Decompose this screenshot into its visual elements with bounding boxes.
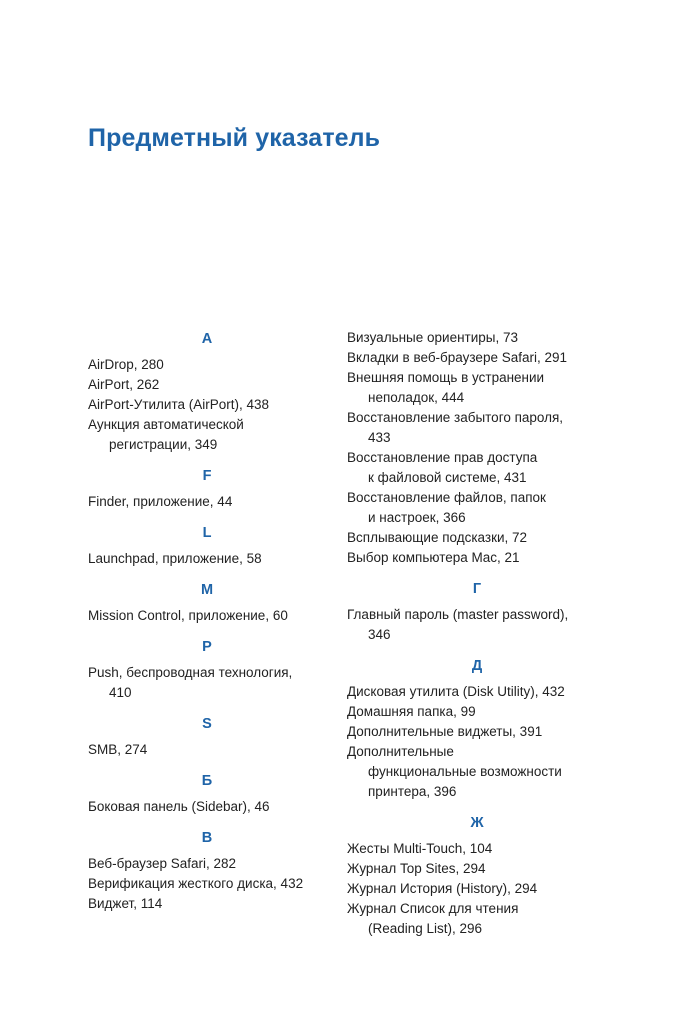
index-entry-text: Восстановление прав доступа bbox=[347, 450, 538, 465]
index-letter-heading: В bbox=[201, 830, 213, 846]
index-entry bbox=[347, 605, 607, 645]
index-entry bbox=[88, 395, 326, 415]
index-entry-text: Домашняя папка, 99 bbox=[347, 704, 476, 719]
index-entry-text: Launchpad, приложение, 58 bbox=[88, 551, 262, 566]
index-entry bbox=[347, 682, 607, 702]
index-entry bbox=[347, 899, 607, 939]
index-entry-continuation: регистрации, 349 bbox=[109, 437, 218, 452]
index-entry-text: Восстановление забытого пароля, bbox=[347, 410, 564, 425]
index-entry bbox=[347, 839, 607, 859]
index-letter-heading: Ж bbox=[470, 815, 484, 831]
index-entry bbox=[347, 488, 607, 528]
index-entry-text: Аункция автоматической bbox=[88, 417, 244, 432]
index-entry bbox=[347, 368, 607, 408]
index-entry bbox=[88, 375, 326, 395]
index-entry-text: Выбор компьютера Mac, 21 bbox=[347, 550, 520, 565]
index-letter-heading: Б bbox=[201, 773, 213, 789]
index-entry bbox=[347, 328, 607, 348]
index-entry-text: AirPort, 262 bbox=[88, 377, 160, 392]
index-letter-heading: Г bbox=[472, 581, 482, 597]
index-entry-text: Дисковая утилита (Disk Utility), 432 bbox=[347, 684, 565, 699]
page-title: Предметный указатель bbox=[88, 124, 381, 152]
index-entry-text: Вкладки в веб-браузере Safari, 291 bbox=[347, 350, 568, 365]
index-entry-text: Журнал Top Sites, 294 bbox=[347, 861, 486, 876]
index-entry bbox=[347, 722, 607, 742]
index-entry-continuation: 346 bbox=[368, 627, 391, 642]
index-entry-text: Дополнительные виджеты, 391 bbox=[347, 724, 543, 739]
index-entry bbox=[347, 548, 607, 568]
index-entry bbox=[347, 408, 607, 448]
index-letter-heading: P bbox=[202, 639, 212, 655]
index-entry bbox=[88, 549, 326, 569]
index-entry-continuation: к файловой системе, 431 bbox=[368, 470, 527, 485]
index-entry-continuation: принтера, 396 bbox=[368, 784, 457, 799]
index-entry-text: Веб-браузер Safari, 282 bbox=[88, 856, 237, 871]
index-entry-text: Всплывающие подсказки, 72 bbox=[347, 530, 528, 545]
index-entry-text: Дополнительные bbox=[347, 744, 454, 759]
index-entry-text: Верификация жесткого диска, 432 bbox=[88, 876, 304, 891]
index-column-left bbox=[88, 328, 326, 914]
index-letter-heading: A bbox=[201, 331, 213, 347]
index-entry-text: Mission Control, приложение, 60 bbox=[88, 608, 288, 623]
index-letter-heading: L bbox=[202, 525, 212, 541]
index-entry-text: Главный пароль (master password), bbox=[347, 607, 569, 622]
index-entry bbox=[88, 797, 326, 817]
index-entry bbox=[347, 448, 607, 488]
index-letter-heading: S bbox=[202, 716, 212, 732]
index-entry-text: AirDrop, 280 bbox=[88, 357, 164, 372]
index-entry bbox=[347, 528, 607, 548]
index-entry-continuation: функциональные возможности bbox=[368, 764, 562, 779]
index-entry bbox=[88, 415, 326, 455]
index-entry-text: AirPort-Утилита (AirPort), 438 bbox=[88, 397, 270, 412]
index-entry-text: Визуальные ориентиры, 73 bbox=[347, 330, 518, 345]
index-entry-continuation: 410 bbox=[109, 685, 132, 700]
index-column-right bbox=[347, 328, 607, 939]
index-letter-heading: F bbox=[202, 468, 212, 484]
index-entry bbox=[88, 740, 326, 760]
index-letter-heading: Д bbox=[471, 658, 483, 674]
index-entry bbox=[88, 492, 326, 512]
index-entry bbox=[88, 894, 326, 914]
index-entry-text: Журнал Список для чтения bbox=[347, 901, 519, 916]
index-entry bbox=[347, 859, 607, 879]
index-entry bbox=[88, 355, 326, 375]
index-entry bbox=[347, 348, 607, 368]
index-entry-text: Внешняя помощь в устранении bbox=[347, 370, 545, 385]
index-entry bbox=[347, 879, 607, 899]
index-entry bbox=[88, 663, 326, 703]
index-entry-text: Push, беспроводная технология, bbox=[88, 665, 293, 680]
index-entry-text: Виджет, 114 bbox=[88, 896, 163, 911]
index-entry-continuation: (Reading List), 296 bbox=[368, 921, 483, 936]
index-entry bbox=[347, 742, 607, 802]
index-entry bbox=[88, 874, 326, 894]
index-letter-heading: M bbox=[200, 582, 214, 598]
index-entry-text: Жесты Multi-Touch, 104 bbox=[347, 841, 493, 856]
index-entry-text: SMB, 274 bbox=[88, 742, 148, 757]
index-entry-continuation: и настроек, 366 bbox=[368, 510, 466, 525]
index-entry bbox=[88, 854, 326, 874]
index-entry-continuation: неполадок, 444 bbox=[368, 390, 465, 405]
index-entry-text: Восстановление файлов, папок bbox=[347, 490, 546, 505]
index-entry-text: Finder, приложение, 44 bbox=[88, 494, 233, 509]
index-entry-continuation: 433 bbox=[368, 430, 391, 445]
index-entry bbox=[88, 606, 326, 626]
index-entry-text: Журнал История (History), 294 bbox=[347, 881, 538, 896]
index-entry bbox=[347, 702, 607, 722]
index-entry-text: Боковая панель (Sidebar), 46 bbox=[88, 799, 270, 814]
